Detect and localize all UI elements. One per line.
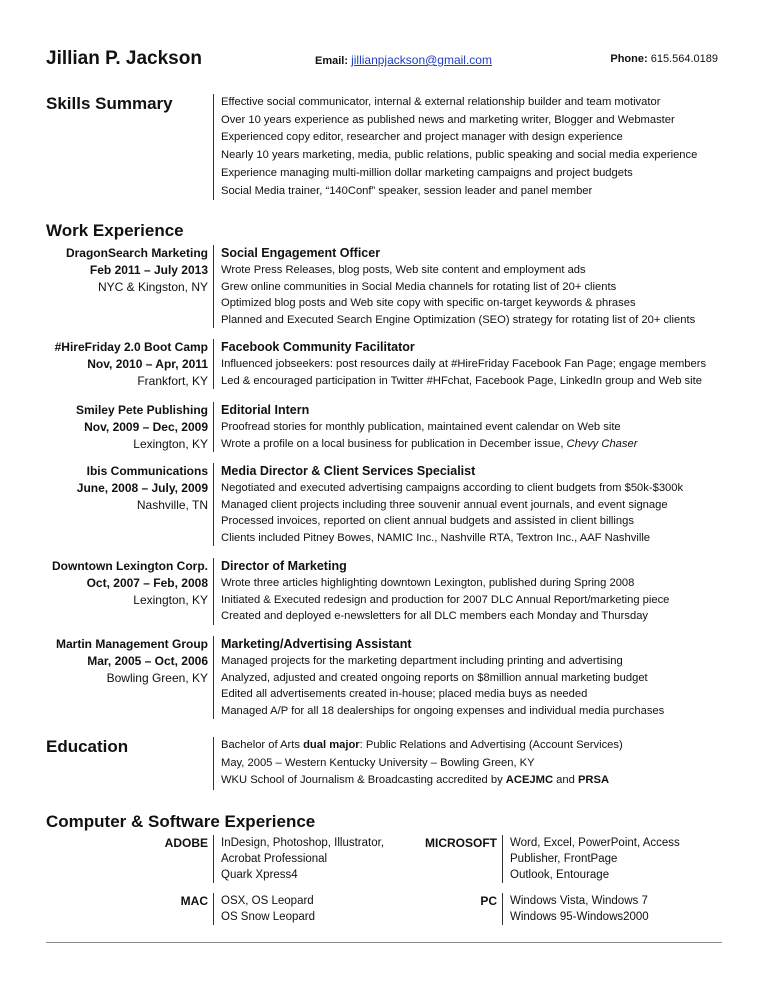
job-duty: Edited all advertisements created in-house; placed media buys as needed bbox=[221, 688, 588, 700]
accreditor-acejmc: ACEJMC bbox=[505, 774, 554, 787]
job-title: Marketing/Advertising Assistant bbox=[221, 637, 412, 651]
degree-line bbox=[221, 737, 623, 755]
job-duty: Grew online communities in Social Media channels for rotating list of 20+ clients bbox=[221, 280, 617, 293]
job-details bbox=[213, 636, 664, 719]
job-duty: Proofread stories for monthly publication, maintained event calendar on Web site bbox=[221, 421, 621, 433]
microsoft-products bbox=[502, 835, 680, 883]
job-duty: Wrote three articles highlighting downtown Lexington, published during Spring 2008 bbox=[221, 577, 635, 589]
accreditation-line bbox=[221, 772, 623, 790]
skill-item: Social Media trainer, “140Conf” speaker, session leader and panel member bbox=[221, 184, 593, 197]
job-meta bbox=[46, 245, 208, 296]
job-duty: Processed invoices, reported on client annual budgets and assisted in client billings bbox=[221, 515, 634, 527]
degree-text: Bachelor of Arts bbox=[221, 739, 304, 751]
job-dates: Oct, 2007 – Feb, 2008 bbox=[86, 576, 208, 590]
job-duty: Initiated & Executed redesign and production for 2007 DLC Annual Report/marketing piece bbox=[221, 593, 670, 606]
degree-major-type: dual major bbox=[303, 739, 360, 751]
adobe-label: ADOBE bbox=[164, 836, 208, 850]
job-title: Director of Marketing bbox=[221, 559, 347, 573]
job-details bbox=[213, 339, 706, 389]
job-meta bbox=[46, 558, 208, 609]
accreditor-prsa: PRSA bbox=[577, 774, 610, 787]
job-details bbox=[213, 402, 637, 452]
job-meta bbox=[46, 463, 208, 514]
pc-label: PC bbox=[480, 894, 497, 908]
job-location: Lexington, KY bbox=[133, 437, 208, 451]
education-heading: Education bbox=[46, 737, 129, 756]
job-location: Frankfort, KY bbox=[137, 374, 208, 388]
job-duty: Wrote Press Releases, blog posts, Web site content and employment ads bbox=[221, 264, 586, 276]
job-duty: Influenced jobseekers: post resources daily at #HireFriday Facebook Fan Page; engage members bbox=[221, 358, 707, 370]
email-link[interactable]: jillianpjackson@gmail.com bbox=[351, 53, 492, 67]
software-item: Publisher, FrontPage bbox=[510, 853, 618, 865]
job-duty: Optimized blog posts and Web site copy with specific on-target keywords & phrases bbox=[221, 297, 636, 309]
accreditation-text: WKU School of Journalism & Broadcasting accredited by bbox=[221, 774, 506, 787]
adobe-products bbox=[213, 835, 384, 883]
job-dates: Nov, 2009 – Dec, 2009 bbox=[84, 420, 208, 434]
skill-item: Effective social communicator, internal & external relationship builder and team motivator bbox=[221, 96, 661, 108]
job-company: Ibis Communications bbox=[86, 464, 208, 478]
job-duty: Managed A/P for all 18 dealerships for ongoing expenses and individual media purchases bbox=[221, 704, 665, 717]
degree-fields: : Public Relations and Advertising (Account Services) bbox=[359, 739, 623, 751]
job-details bbox=[213, 245, 695, 328]
software-item: Windows Vista, Windows 7 bbox=[510, 895, 648, 907]
graduation-school: May, 2005 – Western Kentucky University – Bowling Green, KY bbox=[221, 756, 535, 769]
software-item: OS Snow Leopard bbox=[221, 911, 315, 923]
skill-item: Over 10 years experience as published news and marketing writer, Blogger and Webmaster bbox=[221, 113, 675, 126]
job-dates: Mar, 2005 – Oct, 2006 bbox=[87, 654, 208, 668]
job-meta bbox=[46, 636, 208, 687]
phone-number: 615.564.0189 bbox=[650, 53, 718, 65]
skill-item: Experience managing multi-million dollar marketing campaigns and project budgets bbox=[221, 166, 633, 179]
education-details bbox=[213, 737, 623, 790]
job-title: Social Engagement Officer bbox=[221, 246, 381, 260]
skill-item: Nearly 10 years marketing, media, public relations, public speaking and social media experience bbox=[221, 149, 698, 162]
header bbox=[46, 48, 718, 74]
job-details bbox=[213, 463, 683, 546]
job-duty: Managed client projects including three souvenir annual event journals, and event signage bbox=[221, 498, 668, 511]
job-dates: June, 2008 – July, 2009 bbox=[76, 481, 208, 495]
phone-label: Phone: bbox=[610, 53, 648, 65]
software-item: Windows 95-Windows2000 bbox=[510, 911, 649, 923]
publication-name: Chevy Chaser bbox=[566, 437, 638, 450]
skills-list bbox=[213, 94, 697, 200]
job-company: DragonSearch Marketing bbox=[65, 246, 208, 260]
software-item: Outlook, Entourage bbox=[510, 869, 610, 881]
software-item: Quark Xpress4 bbox=[221, 869, 298, 881]
phone-block bbox=[610, 53, 718, 65]
job-location: Bowling Green, KY bbox=[106, 671, 208, 685]
job-location: NYC & Kingston, NY bbox=[97, 280, 208, 294]
job-duty: Clients included Pitney Bowes, NAMIC Inc., Nashville RTA, Textron Inc., AAF Nashville bbox=[221, 531, 651, 544]
software-item: InDesign, Photoshop, Illustrator, bbox=[221, 837, 385, 849]
job-title: Facebook Community Facilitator bbox=[221, 340, 415, 354]
job-meta bbox=[46, 339, 208, 390]
job-dates: Nov, 2010 – Apr, 2011 bbox=[87, 357, 208, 371]
job-meta bbox=[46, 402, 208, 453]
skill-item: Experienced copy editor, researcher and project manager with design experience bbox=[221, 131, 623, 144]
mac-products bbox=[213, 893, 315, 925]
pc-products bbox=[502, 893, 649, 925]
job-title: Media Director & Client Services Specialist bbox=[221, 464, 476, 478]
software-item: Word, Excel, PowerPoint, Access bbox=[510, 837, 680, 849]
email-label: Email: bbox=[315, 55, 349, 67]
job-company: Martin Management Group bbox=[55, 637, 208, 651]
job-duty-with-publication bbox=[221, 436, 637, 453]
software-item: Acrobat Professional bbox=[221, 853, 328, 865]
mac-label: MAC bbox=[180, 894, 208, 908]
job-details bbox=[213, 558, 669, 625]
job-dates: Feb 2011 – July 2013 bbox=[89, 263, 208, 277]
microsoft-label: MICROSOFT bbox=[425, 836, 497, 850]
email-block bbox=[315, 53, 492, 67]
job-company: Smiley Pete Publishing bbox=[75, 403, 208, 417]
job-company: #HireFriday 2.0 Boot Camp bbox=[54, 340, 208, 354]
software-item: OSX, OS Leopard bbox=[221, 895, 314, 907]
job-duty: Planned and Executed Search Engine Optimization (SEO) strategy for rotating list of 20+ clients bbox=[221, 313, 696, 326]
footer-divider bbox=[46, 942, 722, 943]
work-heading: Work Experience bbox=[46, 221, 184, 240]
job-duty: Managed projects for the marketing department including printing and advertising bbox=[221, 655, 623, 667]
software-heading: Computer & Software Experience bbox=[46, 812, 316, 831]
job-duty: Led & encouraged participation in Twitter #HFchat, Facebook Page, LinkedIn group and Web site bbox=[221, 374, 702, 387]
job-duty: Created and deployed e-newsletters for all DLC members each Monday and Thursday bbox=[221, 610, 649, 622]
job-duty-text: Wrote a profile on a local business for publication in December issue, bbox=[221, 437, 567, 450]
job-location: Nashville, TN bbox=[136, 498, 208, 512]
skills-heading: Skills Summary bbox=[46, 94, 173, 113]
accreditation-and: and bbox=[553, 774, 578, 787]
job-duty: Analyzed, adjusted and created ongoing reports on $8million annual marketing budget bbox=[221, 671, 648, 684]
job-title: Editorial Intern bbox=[221, 403, 310, 417]
applicant-name: Jillian P. Jackson bbox=[46, 48, 202, 69]
job-duty: Negotiated and executed advertising campaigns according to client budgets from $50k-$300k bbox=[221, 482, 684, 494]
job-company: Downtown Lexington Corp. bbox=[52, 559, 208, 573]
job-location: Lexington, KY bbox=[133, 593, 208, 607]
